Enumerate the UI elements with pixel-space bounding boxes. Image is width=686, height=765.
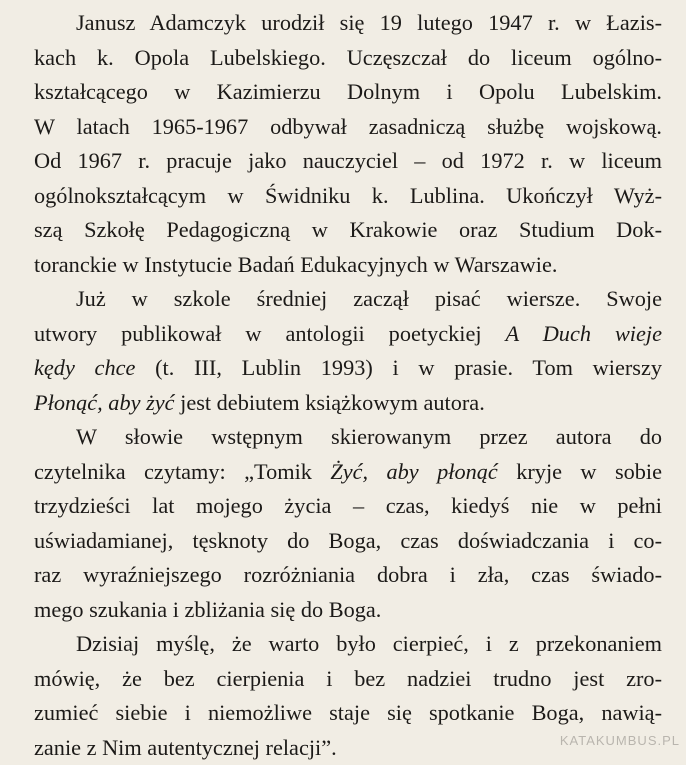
text-line: [34, 593, 662, 628]
text-line: [34, 6, 662, 41]
text-line: [34, 696, 662, 731]
body-text: [34, 6, 662, 765]
text-segment: mego szukania i zbliżania się do Boga.: [34, 597, 381, 622]
text-segment: zumieć siebie i niemożliwe staje się spotkanie Boga, nawią-: [34, 700, 662, 725]
text-line: [34, 317, 662, 352]
italic-title: kędy chce: [34, 355, 135, 380]
text-segment: czytelnika czytamy: „Tomik: [34, 459, 330, 484]
italic-title: Płonąć, aby żyć: [34, 390, 175, 415]
text-segment: kształcącego w Kazimierzu Dolnym i Opolu Lubelskim.: [34, 79, 662, 104]
text-segment: Dzisiaj myślę, że warto było cierpieć, i z przekonaniem: [76, 631, 662, 656]
text-segment: trzydzieści lat mojego życia – czas, kiedyś nie w pełni: [34, 493, 662, 518]
text-segment: szą Szkołę Pedagogiczną w Krakowie oraz Studium Dok-: [34, 217, 662, 242]
text-segment: uświadamianej, tęsknoty do Boga, czas doświadczania i co-: [34, 528, 662, 553]
text-line: [34, 41, 662, 76]
text-line: [34, 489, 662, 524]
text-line: [34, 386, 662, 421]
text-line: [34, 420, 662, 455]
text-segment: Janusz Adamczyk urodził się 19 lutego 1947 r. w Łazis-: [76, 10, 662, 35]
text-segment: W latach 1965-1967 odbywał zasadniczą służbę wojskową.: [34, 114, 662, 139]
text-line: [34, 627, 662, 662]
text-line: [34, 248, 662, 283]
text-line: [34, 213, 662, 248]
watermark: KATAKUMBUS.PL: [560, 733, 680, 748]
italic-title: A Duch wieje: [506, 321, 662, 346]
text-segment: W słowie wstępnym skierowanym przez autora do: [76, 424, 662, 449]
text-line: [34, 455, 662, 490]
text-segment: utwory publikował w antologii poetyckiej: [34, 321, 506, 346]
text-segment: Już w szkole średniej zaczął pisać wiersze. Swoje: [76, 286, 662, 311]
text-line: [34, 144, 662, 179]
text-line: [34, 351, 662, 386]
text-line: [34, 524, 662, 559]
text-segment: jest debiutem książkowym autora.: [175, 390, 485, 415]
text-line: [34, 110, 662, 145]
text-segment: ogólnokształcącym w Świdniku k. Lublina. Ukończył Wyż-: [34, 183, 662, 208]
text-line: [34, 662, 662, 697]
text-segment: toranckie w Instytucie Badań Edukacyjnych w Warszawie.: [34, 252, 557, 277]
text-segment: Od 1967 r. pracuje jako nauczyciel – od 1972 r. w liceum: [34, 148, 662, 173]
text-segment: (t. III, Lublin 1993) i w prasie. Tom wierszy: [135, 355, 662, 380]
text-segment: zanie z Nim autentycznej relacji”.: [34, 735, 337, 760]
text-segment: raz wyraźniejszego rozróżniania dobra i zła, czas świado-: [34, 562, 662, 587]
text-segment: mówię, że bez cierpienia i bez nadziei trudno jest zro-: [34, 666, 662, 691]
text-line: [34, 75, 662, 110]
text-segment: kach k. Opola Lubelskiego. Uczęszczał do liceum ogólno-: [34, 45, 662, 70]
text-line: [34, 558, 662, 593]
italic-title: Żyć, aby płonąć: [330, 459, 497, 484]
text-segment: kryje w sobie: [498, 459, 662, 484]
text-line: [34, 179, 662, 214]
text-line: [34, 282, 662, 317]
